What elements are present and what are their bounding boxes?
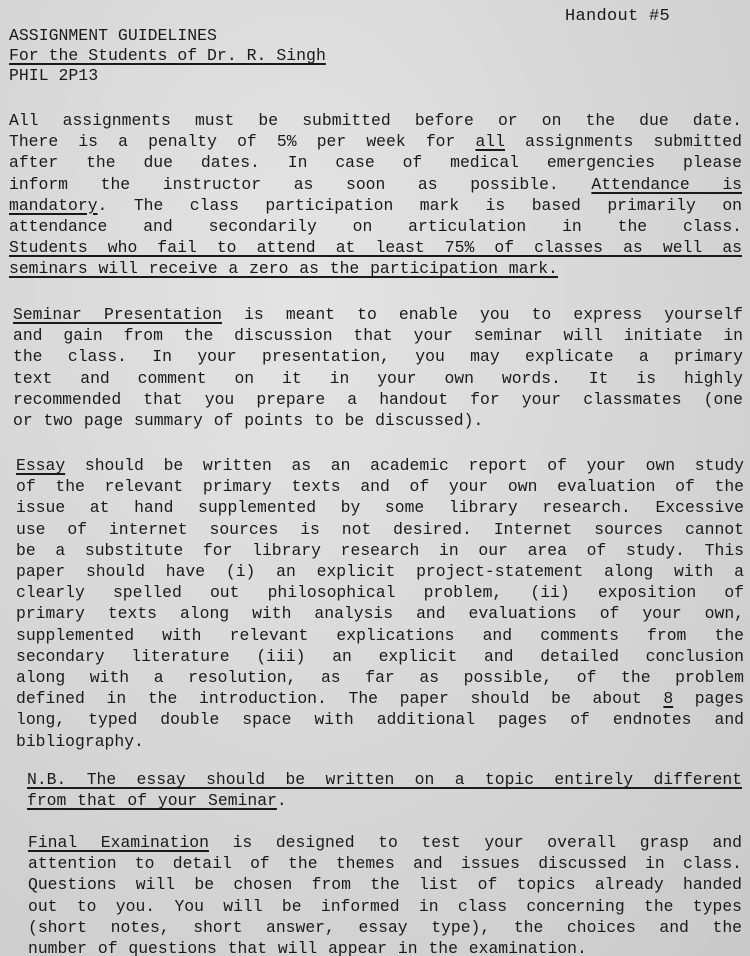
text-line: clearly spelled out philosophical problem, (ii) exposition of [16,583,744,603]
text-line [28,832,742,853]
text-span: . The class participation mark is based primarily on [97,195,742,215]
text-line: issue at hand supplemented by some library research. Excessive [16,498,744,518]
text-span: pages [673,689,744,709]
text-line: along with a resolution, as far as possible, of the problem [16,668,744,688]
text-line: the class. In your presentation, you may explicate a primary [13,347,743,367]
exam-paragraph [28,832,742,956]
emphasis-all: all [475,132,505,152]
text-line [9,174,742,195]
policy-paragraph [9,110,742,280]
document-subtitle: For the Students of Dr. R. Singh [9,46,326,65]
text-line: recommended that you prepare a handout for your classmates (one [13,389,743,409]
text-line: text and comment on it in your own words. It is highly [13,368,743,388]
text-span: defined in the introduction. The paper should be about [16,689,664,709]
text-line [13,304,743,325]
attendance-rule-line: Students who fail to attend at least 75% of classes as well as [9,238,742,258]
text-line: and gain from the discussion that your seminar will initiate in [13,326,743,346]
text-span: assignments submitted [504,132,742,152]
document-header [9,26,326,86]
page-count-emphasis: 8 [663,689,674,709]
handout-page [9,4,744,956]
nb-line [27,790,742,811]
text-span: should be written as an academic report of your own study [65,456,744,475]
seminar-heading: Seminar Presentation [13,305,222,324]
text-line: long, typed double space with additional pages of endnotes and [16,710,744,730]
attendance-rule-line: seminars will receive a zero as the participation mark. [9,259,558,279]
text-span: There is a penalty of 5% per week for [9,132,476,152]
attendance-emphasis: Attendance is [591,174,742,194]
text-line: after the due dates. In case of medical emergencies please [9,153,742,173]
text-line: primary texts along with analysis and evaluations of your own, [16,604,744,624]
text-line: use of internet sources is not desired. Internet sources cannot [16,519,744,539]
text-span: . [276,791,287,811]
nb-line: N.B. The essay should be written on a topic entirely different [27,770,742,789]
text-line: paper should have (i) an explicit project-statement along with a [16,562,744,582]
text-line [9,131,742,152]
text-line [16,455,744,476]
text-line: attention to detail of the themes and issues discussed in class. [28,854,742,874]
text-line: bibliography. [16,731,144,751]
text-span: inform the instructor as soon as possible. [9,174,592,194]
text-line: (short notes, short answer, essay type), the choices and the [28,917,742,937]
text-line: secondary literature (iii) an explicit and detailed conclusion [16,646,744,666]
exam-heading: Final Examination [28,833,209,852]
essay-heading: Essay [16,456,66,475]
essay-paragraph [16,455,744,752]
nb-paragraph [27,769,742,811]
nb-emphasis: from that of your Seminar [27,791,277,811]
text-line [16,688,744,709]
text-line: number of questions that will appear in the examination. [28,939,587,956]
text-line: of the relevant primary texts and of your own evaluation of the [16,477,744,497]
text-line: be a substitute for library research in our area of study. This [16,540,744,560]
text-line: out to you. You will be informed in class concerning the types [28,896,742,916]
course-code: PHIL 2P13 [9,66,99,85]
text-line: or two page summary of points to be discussed). [13,411,484,431]
text-line: attendance and secondarily on articulation in the class. [9,217,742,237]
text-line [9,195,742,216]
text-span: is meant to enable you to express yourself [221,305,743,324]
text-line: supplemented with relevant explications and comments from the [16,625,744,645]
mandatory-emphasis: mandatory [9,195,98,215]
handout-number: Handout #5 [565,7,671,26]
text-line: All assignments must be submitted before or on the due date. [9,111,742,130]
document-title: ASSIGNMENT GUIDELINES [9,26,217,45]
text-span: is designed to test your overall grasp and [208,833,743,852]
text-line: Questions will be chosen from the list of topics already handed [28,875,742,895]
seminar-paragraph [13,304,743,431]
